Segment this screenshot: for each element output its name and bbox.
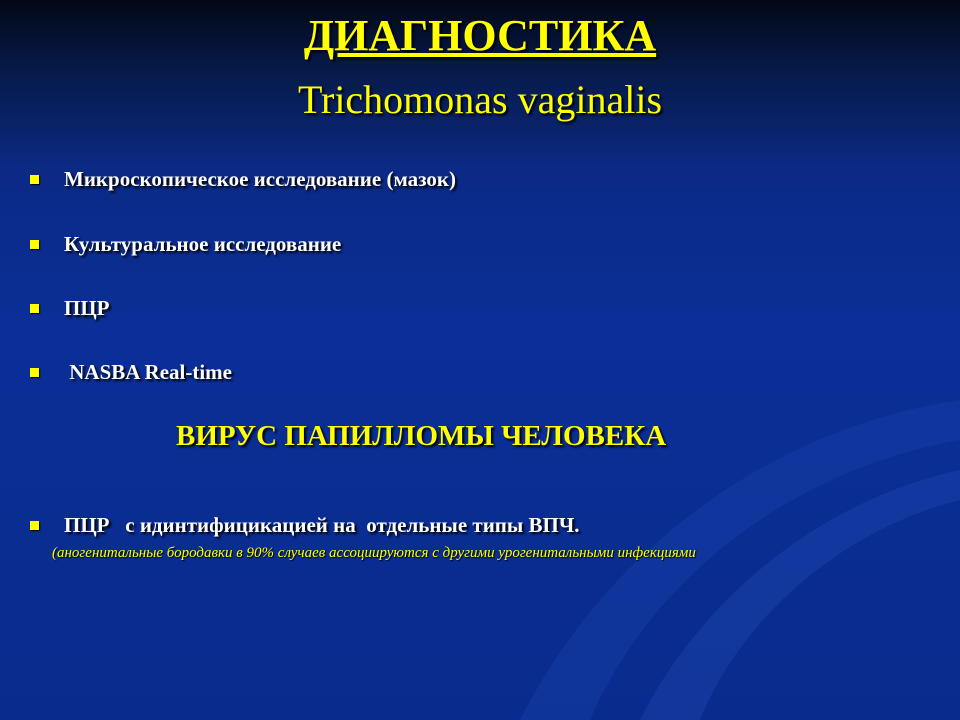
bullet-text: ПЦР — [64, 295, 110, 320]
bullet-item — [30, 293, 110, 323]
section-heading: ВИРУС ПАПИЛЛОМЫ ЧЕЛОВЕКА — [176, 420, 667, 452]
slide-subtitle: Trichomonas vaginalis — [297, 77, 663, 122]
bullet-text: ПЦР с идинтифицикацией на отдельные типы ВПЧ. — [64, 512, 580, 537]
bullet-text: Культуральное исследование — [64, 231, 342, 256]
square-bullet-icon — [30, 240, 39, 249]
bullet-item — [30, 510, 580, 540]
square-bullet-icon — [30, 521, 39, 530]
slide-title: ДИАГНОСТИКА — [303, 11, 657, 60]
square-bullet-icon — [30, 304, 39, 313]
bullet-item — [30, 164, 456, 194]
bullet-text: Микроскопическое исследование (мазок) — [64, 166, 457, 191]
square-bullet-icon — [30, 368, 39, 377]
square-bullet-icon — [30, 175, 39, 184]
footnote: (аногенитальные бородавки в 90% случаев ассоциируются с другими урогенитальными инфекциями — [52, 545, 696, 561]
bullet-item — [30, 229, 341, 259]
bullet-item — [30, 357, 232, 387]
bullet-text: NASBA Real-time — [64, 359, 232, 384]
